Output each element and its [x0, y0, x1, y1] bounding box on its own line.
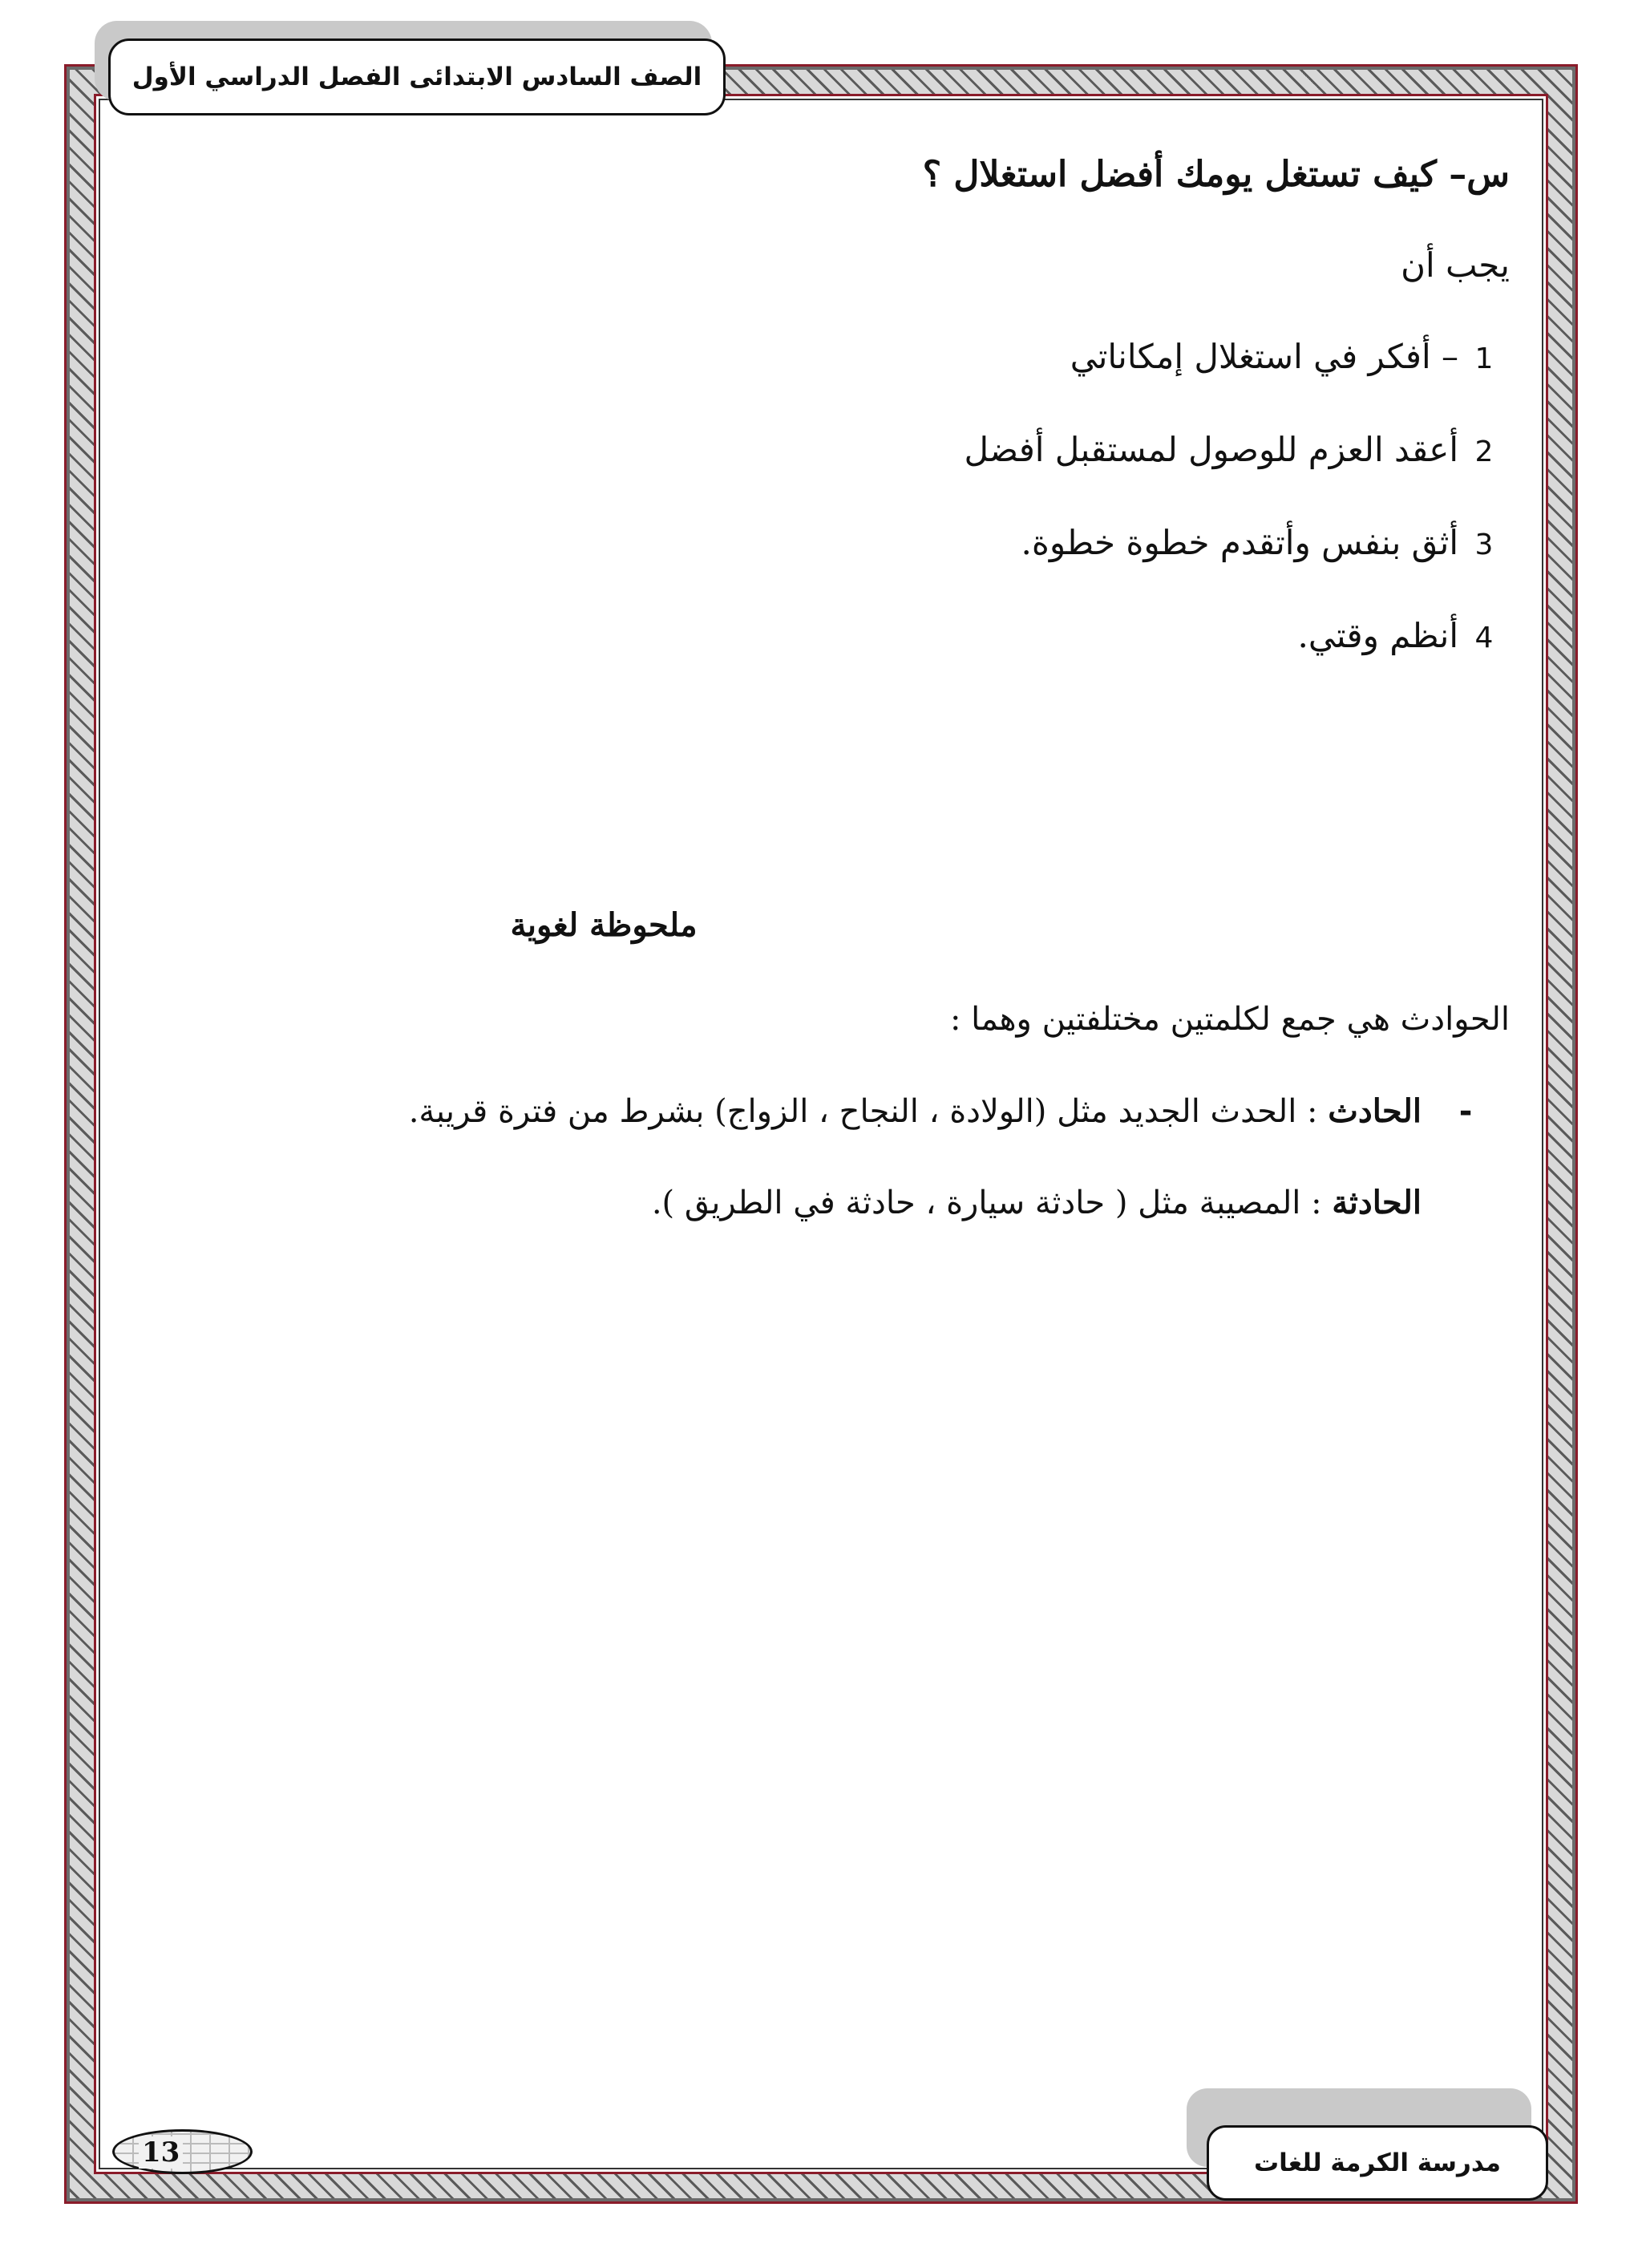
item-text: أنظم وقتي. [1297, 616, 1458, 655]
header-label [108, 38, 726, 115]
page-number-badge [112, 2129, 253, 2174]
school-name: مدرسة الكرمة للغات [1254, 2149, 1501, 2177]
item-number: 4 [1474, 622, 1494, 654]
footer-label [1207, 2125, 1548, 2201]
answer-item [1297, 616, 1510, 655]
definition-text: الحدث الجديد مثل (الولادة ، النجاح ، الزواج) بشرط من فترة قريبة. [408, 1093, 1297, 1130]
page-border [64, 64, 1578, 2204]
item-number: 3 [1474, 529, 1494, 561]
item-text: – أفكر في استغلال إمكاناتي [1070, 337, 1458, 376]
answer-item [1021, 523, 1510, 562]
header-title: الصف السادس الابتدائى الفصل الدراسي الأول [131, 63, 702, 91]
definition-text: المصيبة مثل ( حادثة سيارة ، حادثة في الطريق ). [651, 1185, 1301, 1221]
item-text: أعقد العزم للوصول لمستقبل أفضل [964, 430, 1458, 469]
item-number: 1 [1474, 342, 1494, 375]
note-intro: الحوادث هي جمع لكلمتين مختلفتين وهما : [949, 1001, 1510, 1038]
answer-intro: يجب أن [1401, 245, 1510, 285]
note-title: ملحوظة لغوية [510, 906, 698, 944]
definition-term: الحادث [1328, 1092, 1422, 1130]
definition-row [409, 1092, 1510, 1130]
definition-row [652, 1184, 1422, 1221]
question-text: س– كيف تستغل يومك أفضل استغلال ؟ [922, 154, 1510, 195]
answer-item [964, 430, 1510, 469]
definition-term: الحادثة [1332, 1184, 1422, 1221]
page-number: 13 [139, 2136, 183, 2169]
page-body [94, 94, 1548, 2174]
definition-separator: : [1300, 1185, 1333, 1221]
bullet-marker: - [1458, 1093, 1473, 1130]
definition-separator: : [1296, 1093, 1329, 1130]
item-text: أثق بنفس وأتقدم خطوة خطوة. [1021, 523, 1458, 562]
item-number: 2 [1474, 435, 1494, 468]
answer-item [1070, 337, 1510, 376]
